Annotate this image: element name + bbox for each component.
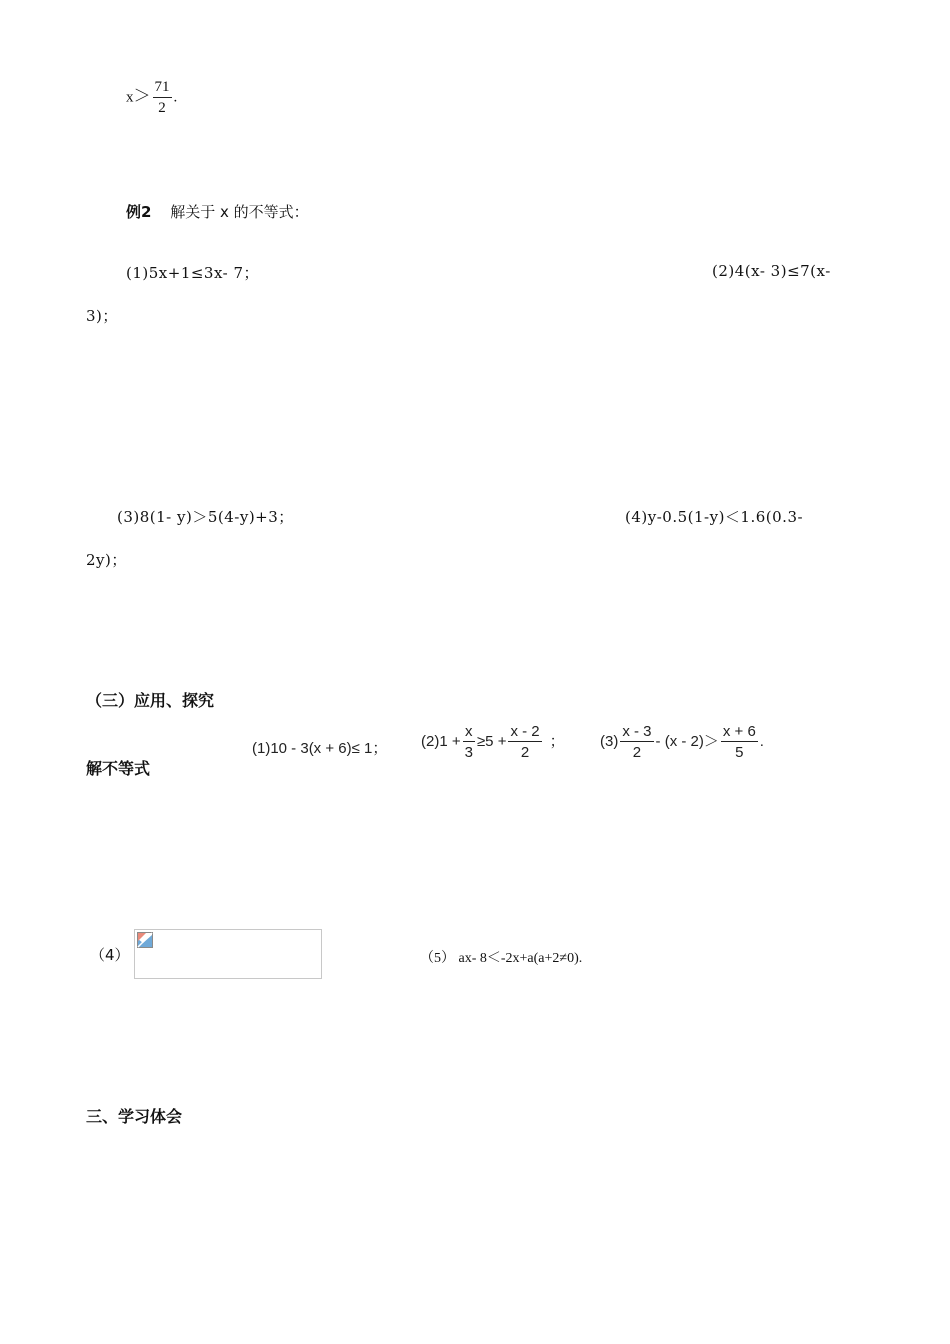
eq2-end: ； <box>549 732 565 750</box>
eq3-fraction-1 <box>620 724 653 760</box>
item-4-image <box>134 929 322 979</box>
section-3-heading: （三）应用、探究 <box>86 691 215 710</box>
result-end: . <box>173 89 178 106</box>
problem-4-line2: 2y)； <box>86 551 127 569</box>
summary-heading: 三、学习体会 <box>86 1107 183 1126</box>
eq2-mid: ≥5 + <box>476 732 507 750</box>
eq2-f2-num: x - 2 <box>510 723 540 740</box>
eq2-f2-den: 2 <box>520 744 530 761</box>
eq3-lead: (3) <box>600 732 619 750</box>
eq3-f1-den: 2 <box>632 744 642 761</box>
eq2-f1-den: 3 <box>464 744 473 761</box>
item-5: （5） ax- 8＜-2x+a(a+2≠0). <box>420 951 583 966</box>
solve-label: 解不等式 <box>86 759 151 778</box>
eq2-fraction-2 <box>508 724 541 760</box>
example2-line <box>126 201 309 222</box>
result-num: 71 <box>153 80 172 98</box>
eq3-f2-num: x + 6 <box>722 723 756 740</box>
item-4-label: （4） <box>90 946 130 964</box>
eq2-f1-num: x <box>465 723 473 740</box>
problem-1: (1)5x+1≤3x- 7； <box>126 264 260 282</box>
equation-2 <box>421 724 565 760</box>
eq3-fraction-2 <box>721 724 758 760</box>
equation-1: (1)10 - 3(x + 6)≤ 1； <box>252 740 388 757</box>
result-op: ＞ <box>133 86 151 106</box>
result-lhs: x <box>126 89 134 106</box>
example2-label: 例2 <box>126 203 152 221</box>
eq3-end: . <box>759 732 764 750</box>
problem-2-line1: (2)4(x- 3)≤7(x- <box>712 262 831 280</box>
result-fraction <box>153 80 172 116</box>
eq2-fraction-1 <box>463 724 475 760</box>
problem-3: (3)8(1- y)＞5(4-y)+3； <box>117 508 294 526</box>
result-inequality <box>126 80 177 116</box>
problem-4-line1: (4)y-0.5(1-y)＜1.6(0.3- <box>625 508 804 526</box>
eq3-mid: - (x - 2)＞ <box>655 732 719 750</box>
eq3-f2-den: 5 <box>735 744 744 761</box>
eq3-f1-num: x - 3 <box>622 723 652 740</box>
eq2-lead: (2)1 + <box>421 732 461 750</box>
result-den: 2 <box>158 100 166 116</box>
broken-image-icon <box>137 932 153 948</box>
problem-2-line2: 3)； <box>86 307 118 325</box>
example2-text: 解关于 x 的不等式： <box>170 203 309 221</box>
equation-3 <box>600 724 764 760</box>
